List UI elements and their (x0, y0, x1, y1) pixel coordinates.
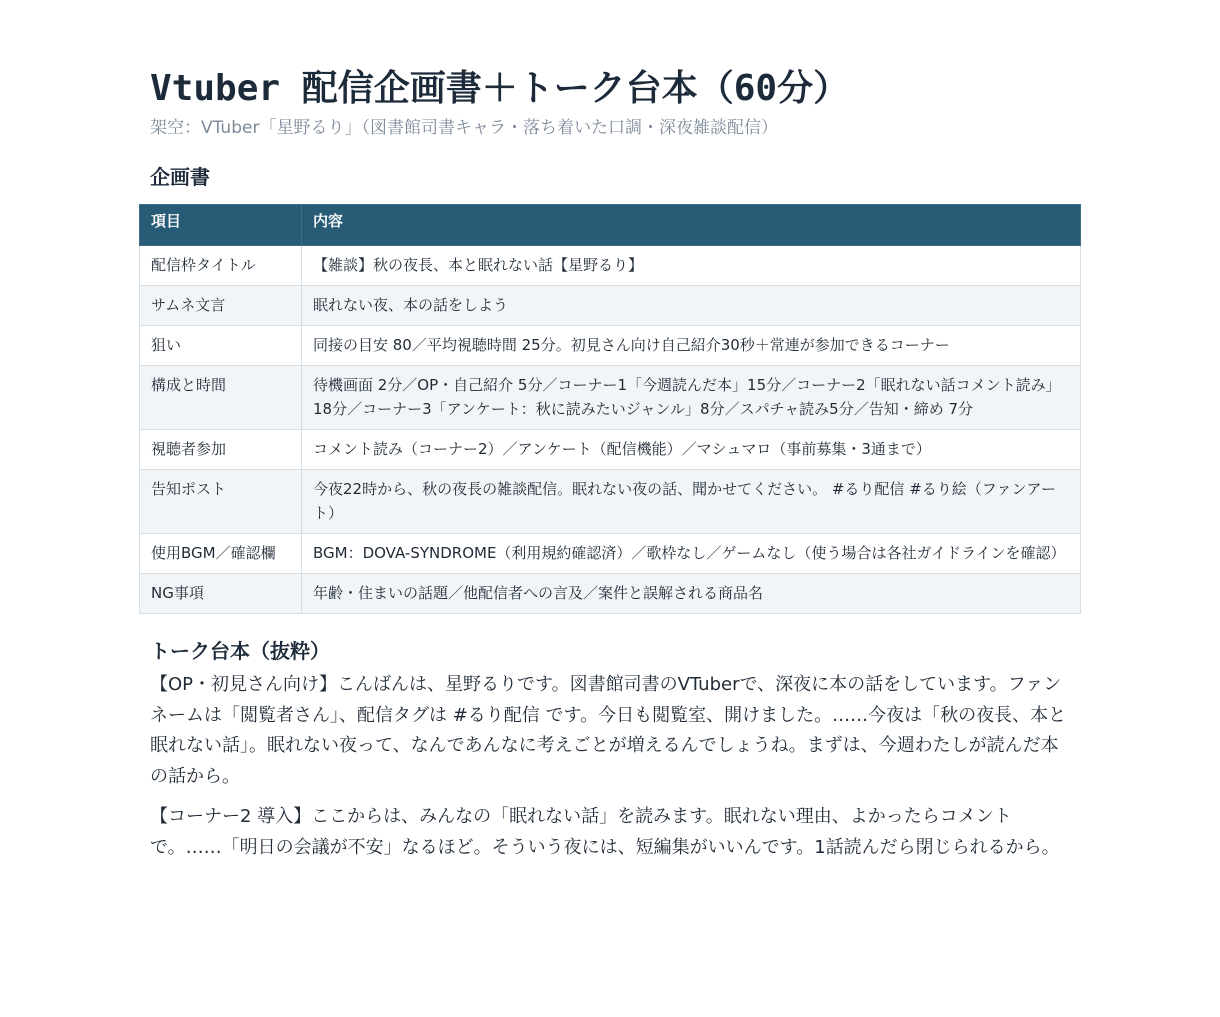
table-row (140, 430, 1081, 470)
column-header-item: 項目 (140, 205, 302, 246)
script-paragraph-op: 【OP・初見さん向け】こんばんは、星野るりです。図書館司書のVTuberで、深夜に本の話をしています。ファンネームは「閲覧者さん」、配信タグは #るり配信 です。今日も閲覧室、開けました。……今夜は「秋の夜長、本と眠れない話」。眠れない夜って、なんであんなに考えごとが増えるんでしょうね。まずは、今週わたしが読んだ本の話から。 (150, 674, 1067, 787)
table-row (140, 246, 1081, 286)
row-key: 使用BGM／確認欄 (140, 534, 302, 574)
table-row (140, 534, 1081, 574)
row-value: BGM：DOVA-SYNDROME（利用規約確認済）／歌枠なし／ゲームなし（使う場合は各社ガイドラインを確認） (302, 534, 1081, 574)
document-subtitle: 架空：VTuber「星野るり」（図書館司書キャラ・落ち着いた口調・深夜雑談配信） (150, 118, 778, 138)
row-key: 狙い (140, 326, 302, 366)
table-row (140, 366, 1081, 430)
table-row (140, 470, 1081, 534)
script-section-heading: トーク台本（抜粋） (150, 639, 330, 663)
plan-table (139, 204, 1081, 614)
table-row (140, 326, 1081, 366)
row-value: 眠れない夜、本の話をしよう (302, 286, 1081, 326)
row-value: 今夜22時から、秋の夜長の雑談配信。眠れない夜の話、聞かせてください。 #るり配信 #るり絵（ファンアート） (302, 470, 1081, 534)
row-key: サムネ文言 (140, 286, 302, 326)
row-value: コメント読み（コーナー2）／アンケート（配信機能）／マシュマロ（事前募集・3通まで） (302, 430, 1081, 470)
row-value: 年齢・住まいの話題／他配信者への言及／案件と誤解される商品名 (302, 574, 1081, 614)
row-value: 同接の目安 80／平均視聴時間 25分。初見さん向け自己紹介30秒＋常連が参加できるコーナー (302, 326, 1081, 366)
plan-section-heading: 企画書 (150, 165, 210, 189)
row-value: 【雑談】秋の夜長、本と眠れない話【星野るり】 (302, 246, 1081, 286)
plan-table-header-row (140, 205, 1081, 246)
row-key: 視聴者参加 (140, 430, 302, 470)
document-title: Vtuber 配信企画書＋トーク台本（60分） (150, 68, 850, 109)
column-header-content: 内容 (302, 205, 1081, 246)
row-value: 待機画面 2分／OP・自己紹介 5分／コーナー1「今週読んだ本」15分／コーナー2「眠れない話コメント読み」18分／コーナー3「アンケート：秋に読みたいジャンル」8分／スパチャ読み5分／告知・締め 7分 (302, 366, 1081, 430)
row-key: 構成と時間 (140, 366, 302, 430)
script-paragraph-corner2: 【コーナー2 導入】ここからは、みんなの「眠れない話」を読みます。眠れない理由、よかったらコメントで。……「明日の会議が不安」なるほど。そういう夜には、短編集がいいんです。1話読んだら閉じられるから。 (150, 806, 1060, 858)
row-key: 告知ポスト (140, 470, 302, 534)
table-row (140, 286, 1081, 326)
row-key: 配信枠タイトル (140, 246, 302, 286)
table-row (140, 574, 1081, 614)
row-key: NG事項 (140, 574, 302, 614)
